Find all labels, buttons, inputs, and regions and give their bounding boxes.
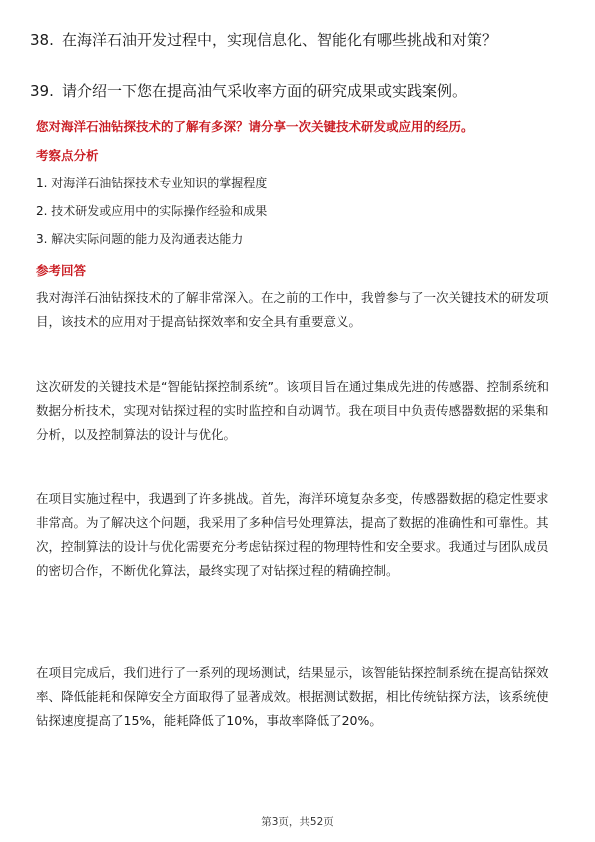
question-39 <box>30 80 565 103</box>
main-question: 您对海洋石油钻探技术的了解有多深？请分享一次关键技术研发或应用的经历。 <box>36 119 474 134</box>
question-number: 38. <box>30 31 54 49</box>
analysis-point-1: 1. 对海洋石油钻探技术专业知识的掌握程度 <box>36 176 268 190</box>
page-footer: 第3页，共52页 <box>261 816 334 828</box>
question-number: 39. <box>30 82 54 100</box>
analysis-point-2: 2. 技术研发或应用中的实际操作经验和成果 <box>36 204 268 218</box>
analysis-point-3: 3. 解决实际问题的能力及沟通表达能力 <box>36 232 244 246</box>
answer-paragraph-2: 这次研发的关键技术是“智能钻探控制系统”。该项目旨在通过集成先进的传感器、控制系统和数据分析技术，实现对钻探过程的实时监控和自动调节。我在项目中负责传感器数据的采集和分析，以及控制算法的设计与优化。 <box>36 379 549 442</box>
answer-paragraph-4: 在项目完成后，我们进行了一系列的现场测试，结果显示，该智能钻探控制系统在提高钻探效率、降低能耗和保障安全方面取得了显著成效。根据测试数据，相比传统钻探方法，该系统使钻探速度提高了15%，能耗降低了10%，事故率降低了20%。 <box>36 665 549 728</box>
answer-heading: 参考回答 <box>36 263 87 278</box>
question-text: 在海洋石油开发过程中，实现信息化、智能化有哪些挑战和对策？ <box>62 31 498 49</box>
question-text: 请介绍一下您在提高油气采收率方面的研究成果或实践案例。 <box>62 82 468 100</box>
answer-paragraph-3: 在项目实施过程中，我遇到了许多挑战。首先，海洋环境复杂多变，传感器数据的稳定性要求非常高。为了解决这个问题，我采用了多种信号处理算法，提高了数据的准确性和可靠性。其次，控制算法的设计与优化需要充分考虑钻探过程的物理特性和安全要求。我通过与团队成员的密切合作，不断优化算法，最终实现了对钻探过程的精确控制。 <box>36 491 549 578</box>
analysis-heading: 考察点分析 <box>36 148 99 163</box>
question-38 <box>30 29 565 52</box>
answer-paragraph-1: 我对海洋石油钻探技术的了解非常深入。在之前的工作中，我曾参与了一次关键技术的研发项目，该技术的应用对于提高钻探效率和安全具有重要意义。 <box>36 290 549 329</box>
